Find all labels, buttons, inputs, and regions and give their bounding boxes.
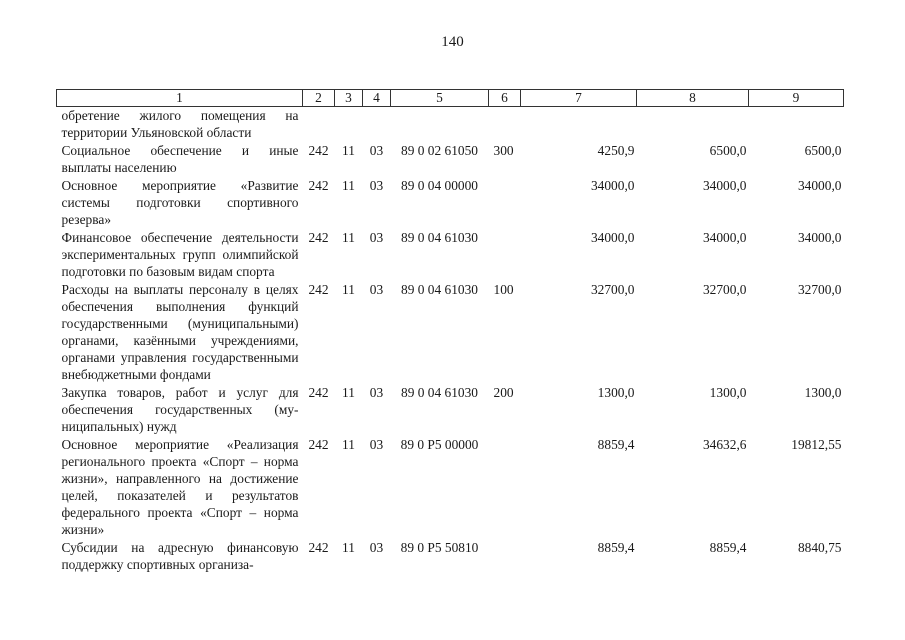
row-amount-8-cell: 8859,4 <box>709 540 747 555</box>
column-header-9: 9 <box>749 90 844 107</box>
row-amount-7-cell <box>521 107 637 143</box>
row-amount-9-cell: 34000,0 <box>797 178 842 193</box>
row-target-article-cell: 89 0 04 61030 <box>401 230 478 245</box>
row-amount-9-cell: 32700,0 <box>797 282 842 297</box>
table-row <box>57 436 844 539</box>
table-row <box>57 177 844 229</box>
column-header-1: 1 <box>57 90 303 107</box>
row-expense-type-cell: 300 <box>493 143 514 158</box>
row-subsection-cell: 03 <box>369 282 384 297</box>
table-row <box>57 384 844 436</box>
row-amount-9-cell: 34000,0 <box>797 230 842 245</box>
row-amount-9-cell <box>749 107 844 143</box>
row-expense-type-cell: 200 <box>493 385 514 400</box>
row-target-article-cell: 89 0 P5 50810 <box>400 540 479 555</box>
row-section-cell: 11 <box>342 540 355 555</box>
row-target-article-cell: 89 0 04 61030 <box>401 282 478 297</box>
page-number: 140 <box>441 34 464 50</box>
header-row <box>57 90 844 107</box>
row-section-cell: 11 <box>342 385 355 400</box>
row-name-cell: Расходы на выплаты персоналу в целях обеспечения выполнения функций государственными (муниципальными) органами, казёнными учреждениями, органами управления государственными внебюджетными фондами <box>61 282 299 382</box>
row-target-article-cell: 89 0 P5 00000 <box>400 437 479 452</box>
row-amount-8-cell: 34632,6 <box>702 437 747 452</box>
row-section-cell <box>335 107 363 143</box>
row-expense-type-cell <box>489 177 521 229</box>
row-expense-type-cell <box>489 107 521 143</box>
row-subsection-cell: 03 <box>369 540 384 555</box>
column-header-4: 4 <box>363 90 391 107</box>
table-header <box>57 90 844 107</box>
table-body <box>57 107 844 575</box>
table-row <box>57 142 844 177</box>
row-subsection-cell: 03 <box>369 178 384 193</box>
row-code-cell: 242 <box>308 143 329 158</box>
row-amount-7-cell: 34000,0 <box>590 178 635 193</box>
row-amount-7-cell: 8859,4 <box>597 540 635 555</box>
row-amount-8-cell: 34000,0 <box>702 178 747 193</box>
row-section-cell: 11 <box>342 282 355 297</box>
row-section-cell: 11 <box>342 230 355 245</box>
table-row <box>57 107 844 143</box>
row-amount-9-cell: 8840,75 <box>797 540 842 555</box>
row-subsection-cell: 03 <box>369 230 384 245</box>
row-section-cell: 11 <box>342 437 355 452</box>
row-section-cell: 11 <box>342 178 355 193</box>
row-name-cell: Основное мероприятие «Развитие системы подготовки спортивного резерва» <box>61 178 299 227</box>
row-amount-8-cell: 32700,0 <box>702 282 747 297</box>
row-expense-type-cell <box>489 229 521 281</box>
column-header-3: 3 <box>335 90 363 107</box>
row-target-article-cell: 89 0 02 61050 <box>401 143 478 158</box>
row-code-cell <box>303 107 335 143</box>
row-amount-9-cell: 1300,0 <box>804 385 842 400</box>
table-row <box>57 539 844 574</box>
row-subsection-cell: 03 <box>369 437 384 452</box>
row-amount-7-cell: 1300,0 <box>597 385 635 400</box>
row-amount-9-cell: 6500,0 <box>804 143 842 158</box>
row-code-cell: 242 <box>308 540 329 555</box>
row-target-article-cell: 89 0 04 61030 <box>401 385 478 400</box>
row-code-cell: 242 <box>308 385 329 400</box>
row-amount-8-cell <box>637 107 749 143</box>
row-code-cell: 242 <box>308 178 329 193</box>
row-amount-8-cell: 1300,0 <box>709 385 747 400</box>
row-expense-type-cell <box>489 539 521 574</box>
row-expense-type-cell <box>489 436 521 539</box>
row-amount-9-cell: 19812,55 <box>791 437 842 452</box>
row-code-cell: 242 <box>308 230 329 245</box>
row-amount-7-cell: 8859,4 <box>597 437 635 452</box>
row-amount-7-cell: 32700,0 <box>590 282 635 297</box>
row-code-cell: 242 <box>308 282 329 297</box>
row-name-cell: обретение жилого помещения на территории Ульяновской области <box>61 108 299 140</box>
row-name-cell: Социальное обеспечение и иные выплаты населению <box>61 143 299 175</box>
table-row <box>57 281 844 384</box>
row-target-article-cell: 89 0 04 00000 <box>401 178 478 193</box>
row-subsection-cell: 03 <box>369 143 384 158</box>
row-amount-7-cell: 4250,9 <box>597 143 635 158</box>
row-amount-8-cell: 34000,0 <box>702 230 747 245</box>
budget-table <box>56 89 844 574</box>
row-section-cell: 11 <box>342 143 355 158</box>
row-code-cell: 242 <box>308 437 329 452</box>
column-header-7: 7 <box>521 90 637 107</box>
row-name-cell: Субсидии на адресную финансовую поддержку спортивных организа- <box>61 540 299 572</box>
row-name-cell: Основное мероприятие «Реализация регионального проекта «Спорт – норма жизни», направленного на достижение целей, показателей и результатов федерального проекта «Спорт – норма жизни» <box>61 437 299 537</box>
table-row <box>57 229 844 281</box>
row-amount-8-cell: 6500,0 <box>709 143 747 158</box>
row-subsection-cell <box>363 107 391 143</box>
row-amount-7-cell: 34000,0 <box>590 230 635 245</box>
row-expense-type-cell: 100 <box>493 282 514 297</box>
column-header-2: 2 <box>303 90 335 107</box>
column-header-6: 6 <box>489 90 521 107</box>
row-subsection-cell: 03 <box>369 385 384 400</box>
row-name-cell: Финансовое обеспечение деятельности экспериментальных групп олимпийской подготовки по базовым видам спорта <box>61 230 299 279</box>
column-header-8: 8 <box>637 90 749 107</box>
row-target-article-cell <box>391 107 489 143</box>
column-header-5: 5 <box>391 90 489 107</box>
row-name-cell: Закупка товаров, работ и услуг для обеспечения государственных (муниципальных) нужд <box>61 385 299 434</box>
